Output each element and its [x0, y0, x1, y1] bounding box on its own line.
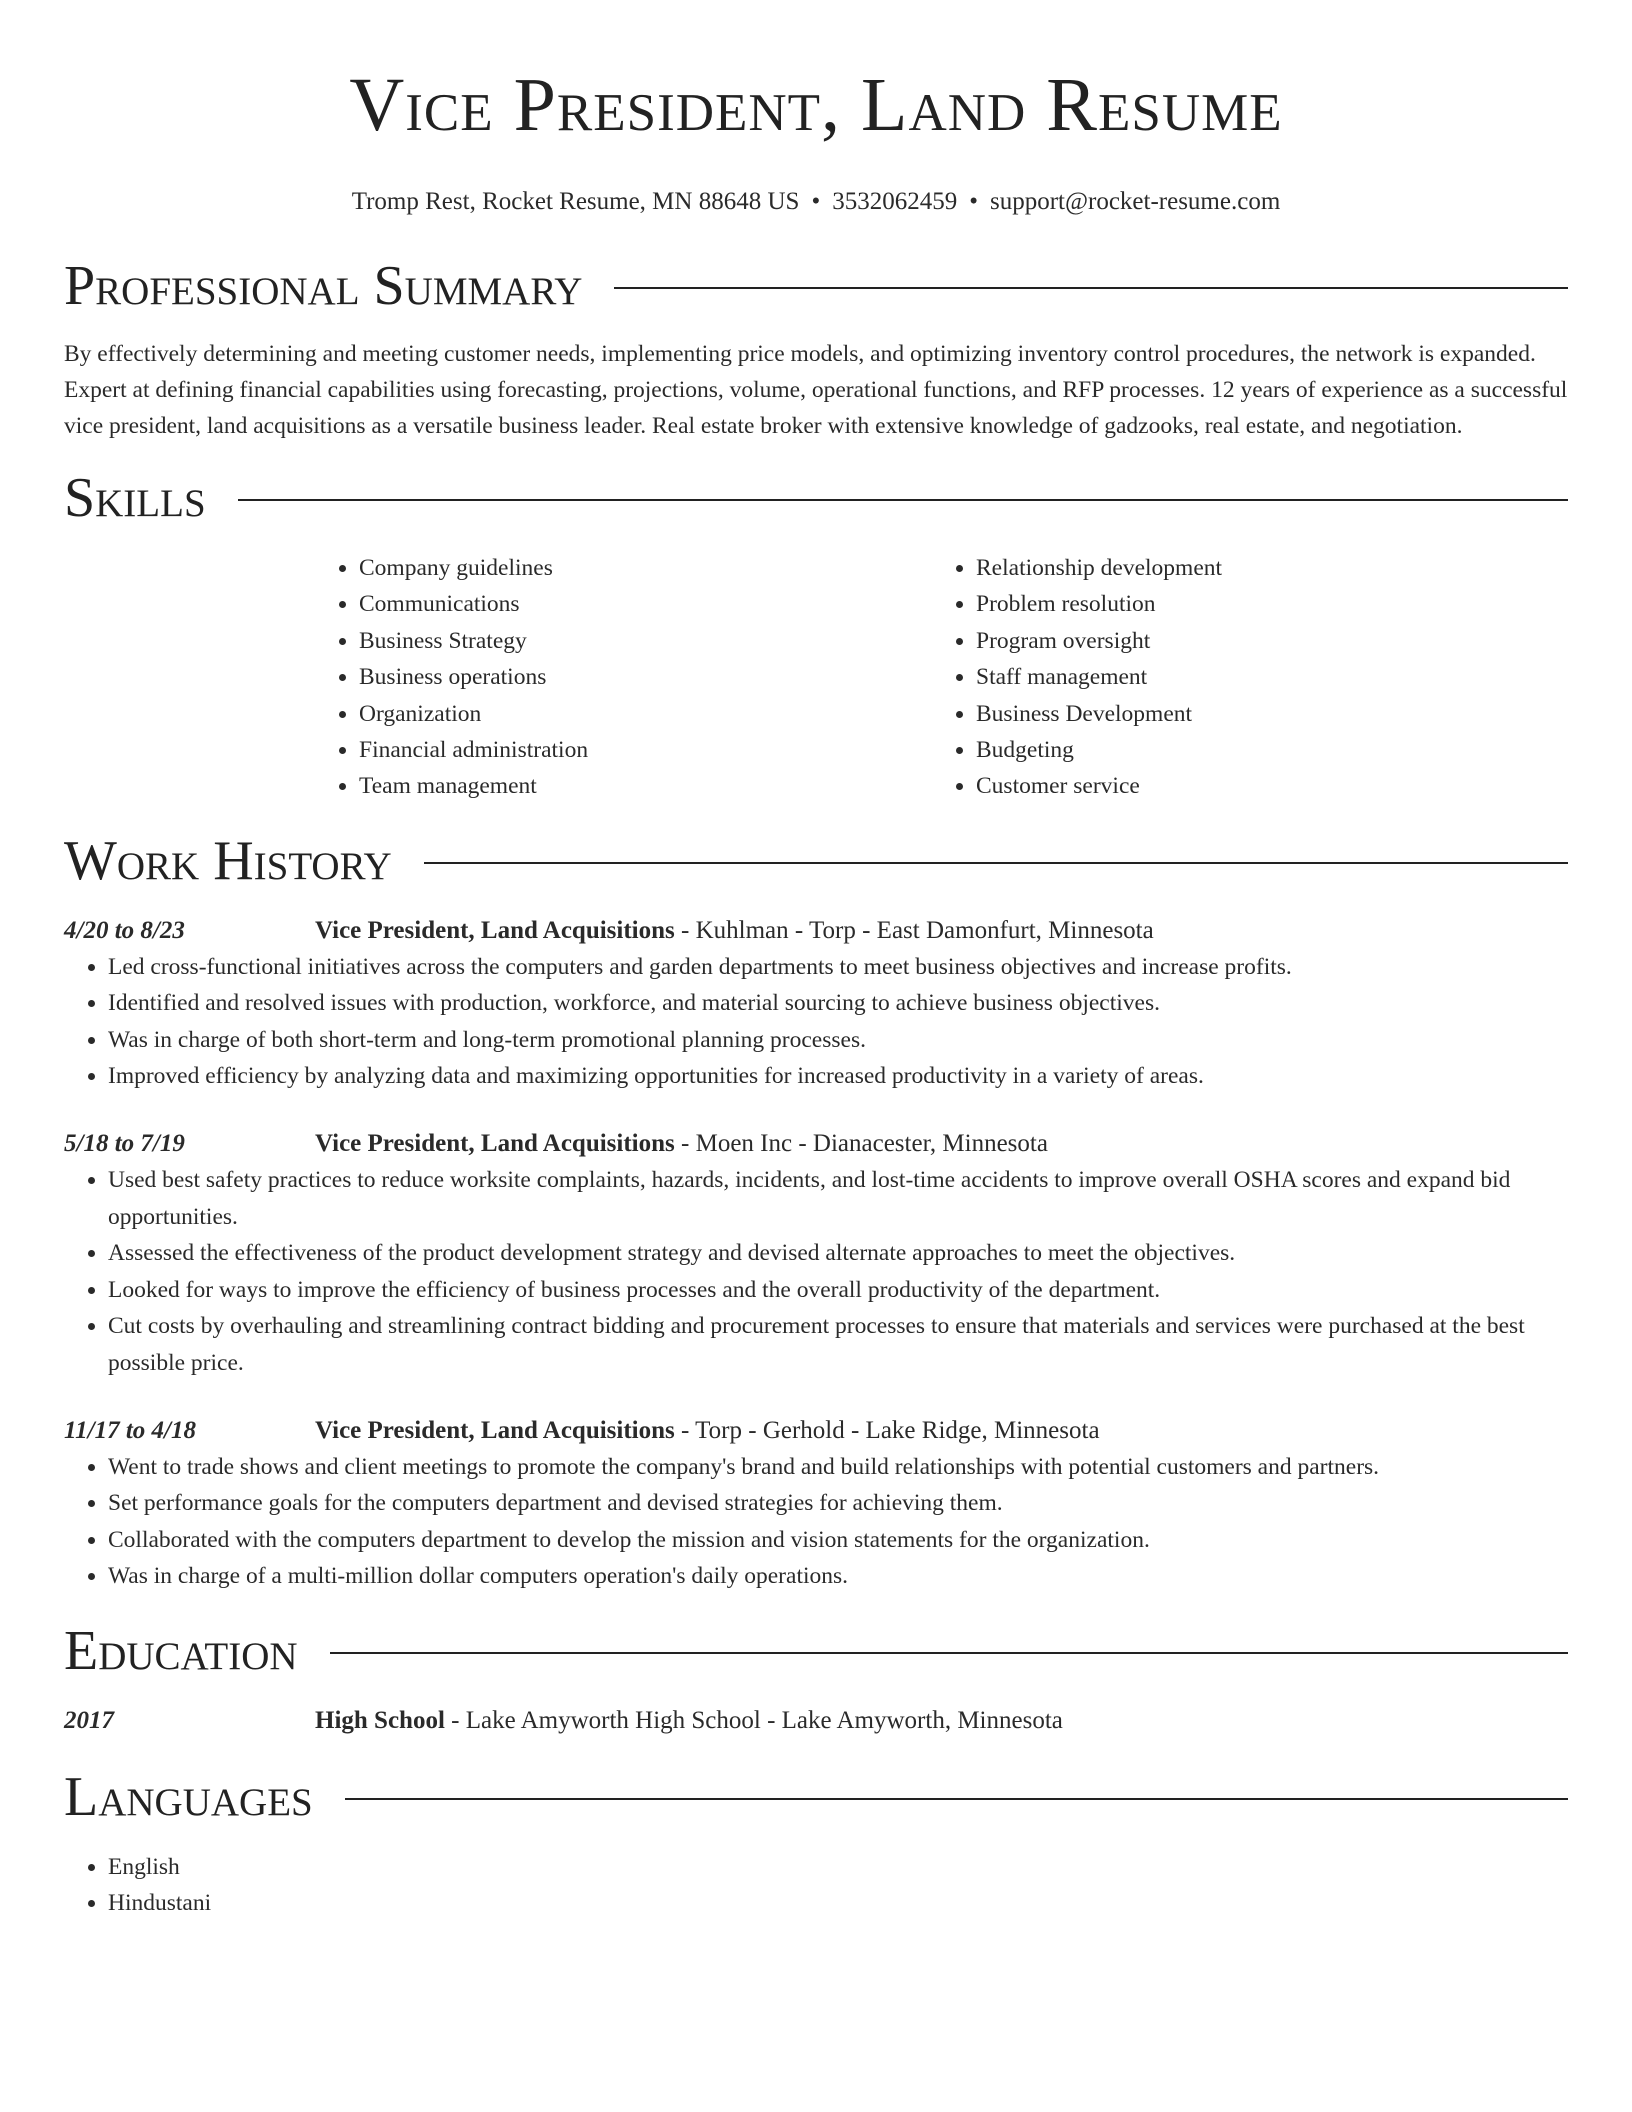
- phone: 3532062459: [832, 188, 958, 215]
- skills-column-left: [315, 550, 932, 805]
- job-header: [64, 1413, 1568, 1449]
- job-company: - Kuhlman - Torp - East Damonfurt, Minnesota: [674, 916, 1154, 944]
- language-item: • English: [108, 1849, 1568, 1885]
- skill-item: • Staff management: [976, 659, 1549, 695]
- email: support@rocket-resume.com: [989, 188, 1281, 215]
- school: - Lake Amyworth High School - Lake Amyworth, Minnesota: [444, 1706, 1063, 1734]
- skill-item: • Company guidelines: [359, 550, 932, 586]
- summary-text: By effectively determining and meeting customer needs, implementing price models, and optimizing inventory control procedures, the network is expanded. Expert at defining financial capabilities using forecasting, projections, volume, operational functions, and RFP processes. 12 years of experience as a successful vice president, land acquisitions as a versatile business leader. Real estate broker with extensive knowledge of gadzooks, real estate, and negotiation.: [64, 341, 1568, 439]
- duty-item: • Improved efficiency by analyzing data and maximizing opportunities for increased productivity in a variety of areas.: [108, 1058, 1568, 1094]
- section-heading: Skills: [64, 467, 206, 529]
- job-company: - Torp - Gerhold - Lake Ridge, Minnesota: [674, 1416, 1100, 1444]
- separator: •: [811, 188, 821, 215]
- skill-item: • Communications: [359, 586, 932, 622]
- skill-item: • Organization: [359, 696, 932, 732]
- skill-item: • Business Development: [976, 696, 1549, 732]
- work-section-header: [64, 829, 1568, 893]
- duty-item: • Led cross-functional initiatives across the computers and garden departments to meet business objectives and increase profits.: [108, 949, 1568, 985]
- duty-item: • Assessed the effectiveness of the product development strategy and devised alternate approaches to meet the objectives.: [108, 1235, 1568, 1271]
- duty-item: • Set performance goals for the computers department and devised strategies for achieving them.: [108, 1485, 1568, 1521]
- section-heading: Education: [64, 1619, 298, 1682]
- section-divider: [424, 862, 1568, 864]
- job-duties: [64, 949, 1568, 1095]
- job-header: [64, 913, 1568, 949]
- job-title: Vice President, Land Acquisitions: [315, 916, 675, 944]
- job-entry: [64, 1413, 1568, 1595]
- job-company: - Moen Inc - Dianacester, Minnesota: [674, 1130, 1048, 1158]
- job-title: Vice President, Land Acquisitions: [315, 1130, 675, 1158]
- skill-item: • Problem resolution: [976, 586, 1549, 622]
- education-section-header: [64, 1619, 1568, 1683]
- skill-item: • Relationship development: [976, 550, 1549, 586]
- skill-item: • Budgeting: [976, 732, 1549, 768]
- address: Tromp Rest, Rocket Resume, MN 88648 US: [351, 188, 800, 215]
- section-heading: Professional Summary: [64, 255, 583, 317]
- duty-item: • Used best safety practices to reduce worksite complaints, hazards, incidents, and lost-time accidents to improve overall OSHA scores and expand bid opportunities.: [108, 1162, 1568, 1235]
- skill-item: • Financial administration: [359, 732, 932, 768]
- section-divider: [614, 287, 1568, 289]
- skills-list: [315, 550, 1568, 805]
- skill-item: • Program oversight: [976, 623, 1549, 659]
- duty-item: • Was in charge of both short-term and long-term promotional planning processes.: [108, 1022, 1568, 1058]
- duty-item: • Looked for ways to improve the efficiency of business processes and the overall productivity of the department.: [108, 1272, 1568, 1308]
- skills-section-header: [64, 466, 1568, 530]
- resume-title: Vice President, Land Resume: [349, 63, 1283, 147]
- degree: High School: [315, 1706, 445, 1734]
- job-duties: [64, 1449, 1568, 1595]
- section-divider: [330, 1652, 1568, 1654]
- duty-item: • Went to trade shows and client meetings to promote the company's brand and build relationships with potential customers and partners.: [108, 1449, 1568, 1485]
- separator: •: [969, 188, 978, 215]
- section-heading: Work History: [64, 829, 392, 892]
- duty-item: • Identified and resolved issues with production, workforce, and material sourcing to achieve business objectives.: [108, 985, 1568, 1021]
- language-item: • Hindustani: [108, 1885, 1568, 1921]
- job-dates: 5/18 to 7/19: [64, 1130, 185, 1158]
- duty-item: • Collaborated with the computers department to develop the mission and vision statements for the organization.: [108, 1522, 1568, 1558]
- job-dates: 11/17 to 4/18: [64, 1416, 196, 1444]
- contact-line: [64, 186, 1568, 218]
- skill-item: • Business operations: [359, 659, 932, 695]
- education-entry: [64, 1703, 1568, 1739]
- skill-item: • Customer service: [976, 768, 1549, 804]
- job-header: [64, 1126, 1568, 1162]
- summary-section-header: [64, 254, 1568, 318]
- section-divider: [345, 1798, 1568, 1800]
- job-entry: [64, 913, 1568, 1095]
- job-dates: 4/20 to 8/23: [64, 916, 185, 944]
- section-heading: Languages: [64, 1765, 313, 1828]
- education-date: 2017: [64, 1706, 114, 1734]
- job-duties: [64, 1162, 1568, 1380]
- section-divider: [238, 499, 1568, 501]
- skill-item: • Team management: [359, 768, 932, 804]
- languages-section-header: [64, 1765, 1568, 1829]
- duty-item: • Was in charge of a multi-million dollar computers operation's daily operations.: [108, 1558, 1568, 1594]
- job-entry: [64, 1126, 1568, 1380]
- job-title: Vice President, Land Acquisitions: [315, 1416, 675, 1444]
- skill-item: • Business Strategy: [359, 623, 932, 659]
- skills-column-right: [932, 550, 1549, 805]
- languages-list: [64, 1849, 1568, 1922]
- duty-item: • Cut costs by overhauling and streamlining contract bidding and procurement processes to ensure that materials and services were purchased at the best possible price.: [108, 1308, 1568, 1381]
